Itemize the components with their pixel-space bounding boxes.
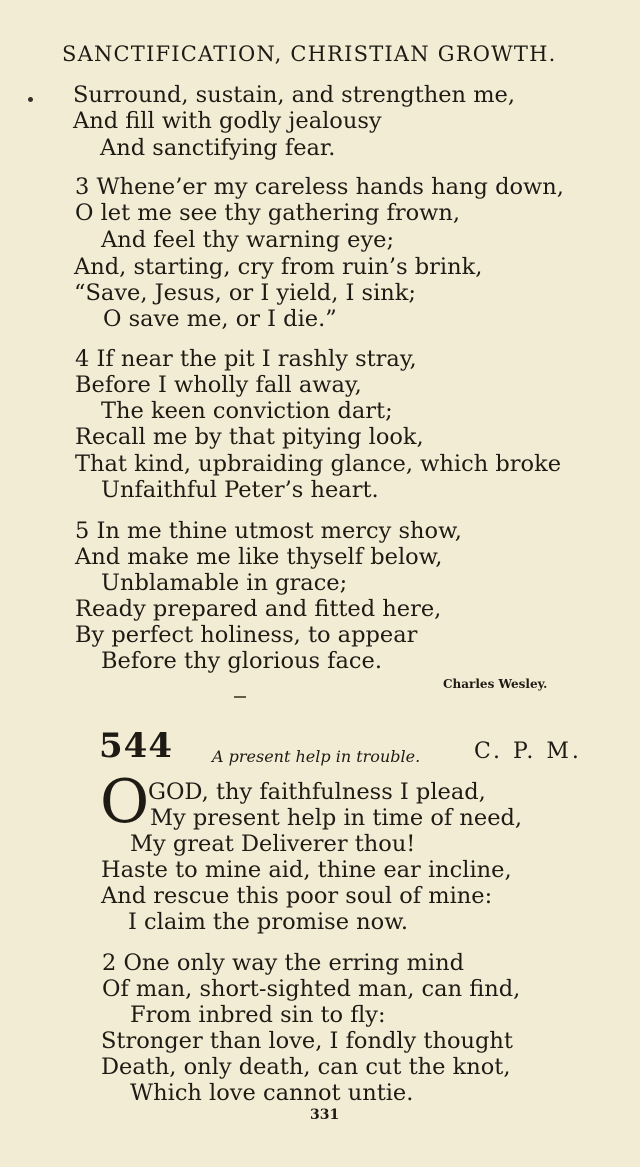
verse-line: Before I wholly fall away, bbox=[75, 372, 362, 398]
verse-line: Death, only death, can cut the knot, bbox=[101, 1054, 511, 1080]
verse-line: My present help in time of need, bbox=[150, 805, 523, 831]
verse-line: 3 Whene’er my careless hands hang down, bbox=[75, 174, 564, 200]
verse-line: Haste to mine aid, thine ear incline, bbox=[101, 857, 512, 883]
verse-line: My great Deliverer thou! bbox=[130, 831, 416, 857]
verse-line: Which love cannot untie. bbox=[130, 1080, 414, 1106]
verse-line: And fill with godly jealousy bbox=[73, 108, 382, 134]
verse-line: GOD, thy faithfulness I plead, bbox=[148, 779, 486, 805]
verse-line: By perfect holiness, to appear bbox=[75, 622, 418, 648]
verse-line: Before thy glorious face. bbox=[101, 648, 382, 674]
verse-line: Unblamable in grace; bbox=[101, 570, 348, 596]
verse-line: The keen conviction dart; bbox=[101, 398, 393, 424]
verse-line: O save me, or I die.” bbox=[103, 306, 337, 332]
verse-line: From inbred sin to fly: bbox=[130, 1002, 386, 1028]
hymn-number: 544 bbox=[99, 726, 173, 766]
verse-line: Unfaithful Peter’s heart. bbox=[101, 477, 379, 503]
hymn-meter: C. P. M. bbox=[474, 739, 582, 764]
page-number: 331 bbox=[310, 1107, 340, 1123]
verse-line: Surround, sustain, and strengthen me, bbox=[73, 82, 515, 108]
verse-line: O let me see thy gathering frown, bbox=[75, 200, 461, 226]
verse-line: Recall me by that pitying look, bbox=[75, 424, 424, 450]
verse-line: 4 If near the pit I rashly stray, bbox=[75, 346, 417, 372]
verse-line: And feel thy warning eye; bbox=[101, 227, 395, 253]
verse-line: 5 In me thine utmost mercy show, bbox=[75, 518, 462, 544]
verse-line: And make me like thyself below, bbox=[75, 544, 443, 570]
author-attribution: Charles Wesley. bbox=[443, 677, 548, 691]
hymn-subtitle: A present help in trouble. bbox=[212, 747, 421, 766]
verse-line: “Save, Jesus, or I yield, I sink; bbox=[74, 280, 416, 306]
verse-line: That kind, upbraiding glance, which broke bbox=[75, 451, 562, 477]
verse-line: And sanctifying fear. bbox=[100, 135, 336, 161]
verse-line: I claim the promise now. bbox=[128, 909, 408, 935]
verse-line: And, starting, cry from ruin’s brink, bbox=[74, 254, 483, 280]
verse-line: 2 One only way the erring mind bbox=[102, 950, 464, 976]
ink-speck bbox=[28, 97, 33, 102]
verse-line: Of man, short-sighted man, can find, bbox=[102, 976, 521, 1002]
verse-line: Ready prepared and fitted here, bbox=[75, 596, 442, 622]
verse-line: And rescue this poor soul of mine: bbox=[101, 883, 493, 909]
ornament-dash bbox=[234, 696, 246, 698]
verse-line: Stronger than love, I fondly thought bbox=[101, 1028, 513, 1054]
drop-cap: O bbox=[100, 767, 150, 837]
running-header: SANCTIFICATION, CHRISTIAN GROWTH. bbox=[62, 42, 557, 66]
